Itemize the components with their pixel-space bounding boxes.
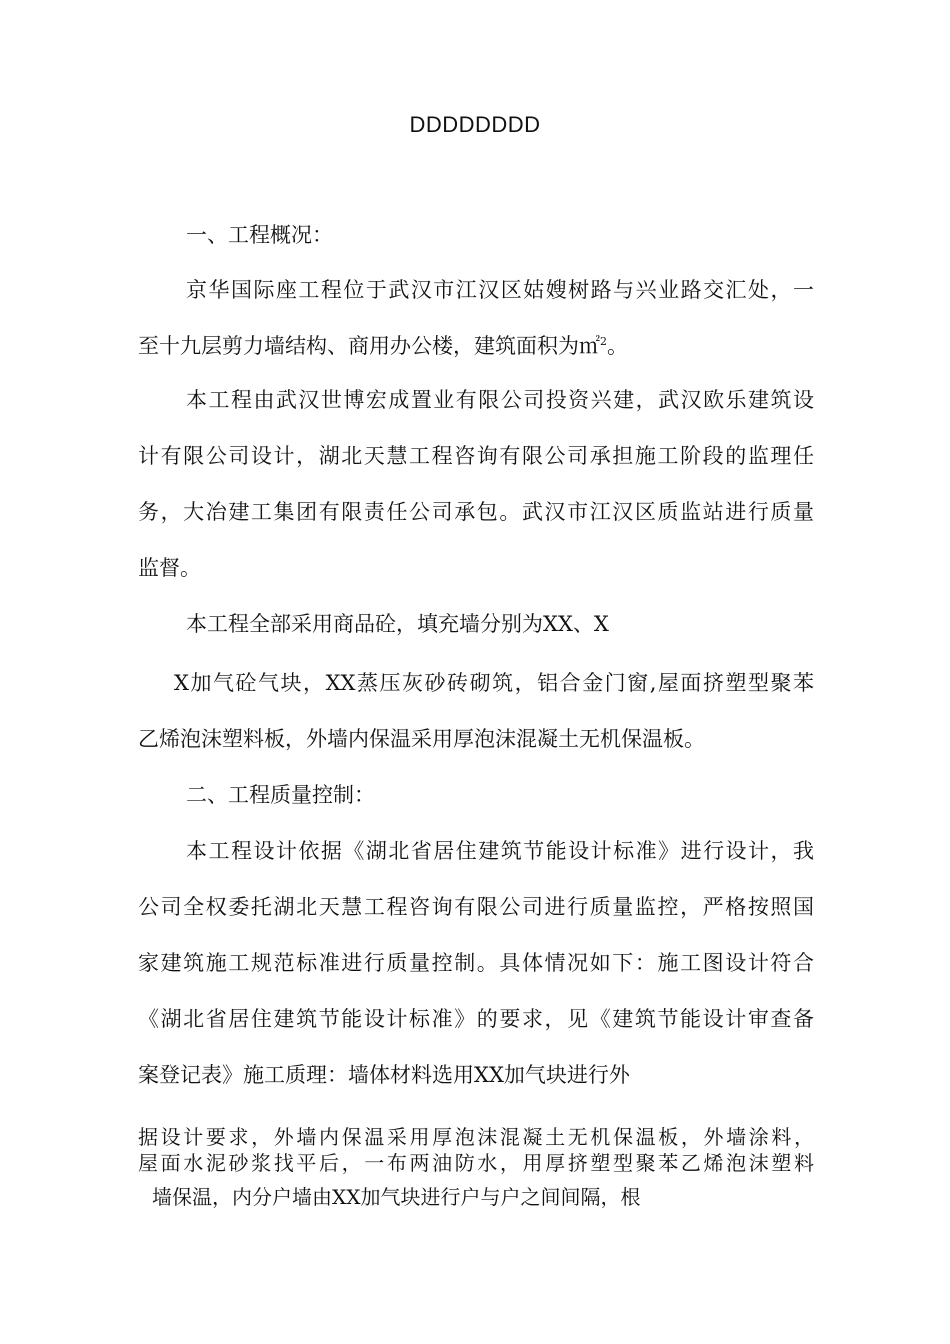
- paragraph-line: X加气砼气块，XX蒸压灰砂砖砌筑，铝合金门窗,屋面挤塑型聚苯: [174, 671, 814, 695]
- line-text: 至十九层剪力墙结构、商用办公楼，建筑面积为㎡: [138, 334, 600, 358]
- section-heading-quality-control: 二、工程质量控制：: [186, 783, 375, 807]
- paragraph-line: 本工程由武汉世博宏成置业有限公司投资兴建，武汉欧乐建筑设: [186, 388, 814, 412]
- document-title: DDDDDDDD: [409, 112, 541, 137]
- paragraph-line: [138, 332, 814, 360]
- paragraph-line: 公司全权委托湖北天慧工程咨询有限公司进行质量监控，严格按照国: [138, 895, 814, 919]
- paragraph-line: 屋面水泥砂浆找平后，一布两油防水，用厚挤塑型聚苯乙烯泡沫塑料: [138, 1151, 814, 1175]
- line-end: 。: [607, 334, 628, 358]
- paragraph-line: 乙烯泡沫塑料板，外墙内保温采用厚泡沫混凝土无机保温板。: [138, 727, 705, 751]
- paragraph-line: 墙保温，内分户墙由XX加气块进行户与户之间间隔，根: [152, 1185, 641, 1209]
- paragraph-line: 计有限公司设计，湖北天慧工程咨询有限公司承担施工阶段的监理任: [138, 444, 814, 468]
- paragraph-line: 监督。: [138, 556, 201, 580]
- paragraph-line: 务，大冶建工集团有限责任公司承包。武汉市江汉区质监站进行质量: [138, 500, 814, 524]
- paragraph-line: 本工程全部采用商品砼，填充墙分别为XX、X: [186, 612, 609, 636]
- paragraph-line: 本工程设计依据《湖北省居住建筑节能设计标准》进行设计，我: [186, 839, 814, 863]
- paragraph-line: 《湖北省居住建筑节能设计标准》的要求，见《建筑节能设计审查备: [138, 1007, 814, 1031]
- paragraph-line: 据设计要求，外墙内保温采用厚泡沫混凝土无机保温板，外墙涂料，: [138, 1125, 814, 1149]
- paragraph-line: 家建筑施工规范标准进行质量控制。具体情况如下：施工图设计符合: [138, 951, 814, 975]
- paragraph-line: 京华国际座工程位于武汉市江汉区姑嫂树路与兴业路交汇处，一: [186, 278, 814, 302]
- section-heading-overview: 一、工程概况：: [186, 223, 333, 247]
- superscript: 2: [600, 335, 607, 348]
- paragraph-line: 案登记表》施工质理：墙体材料选用XX加气块进行外: [138, 1063, 630, 1087]
